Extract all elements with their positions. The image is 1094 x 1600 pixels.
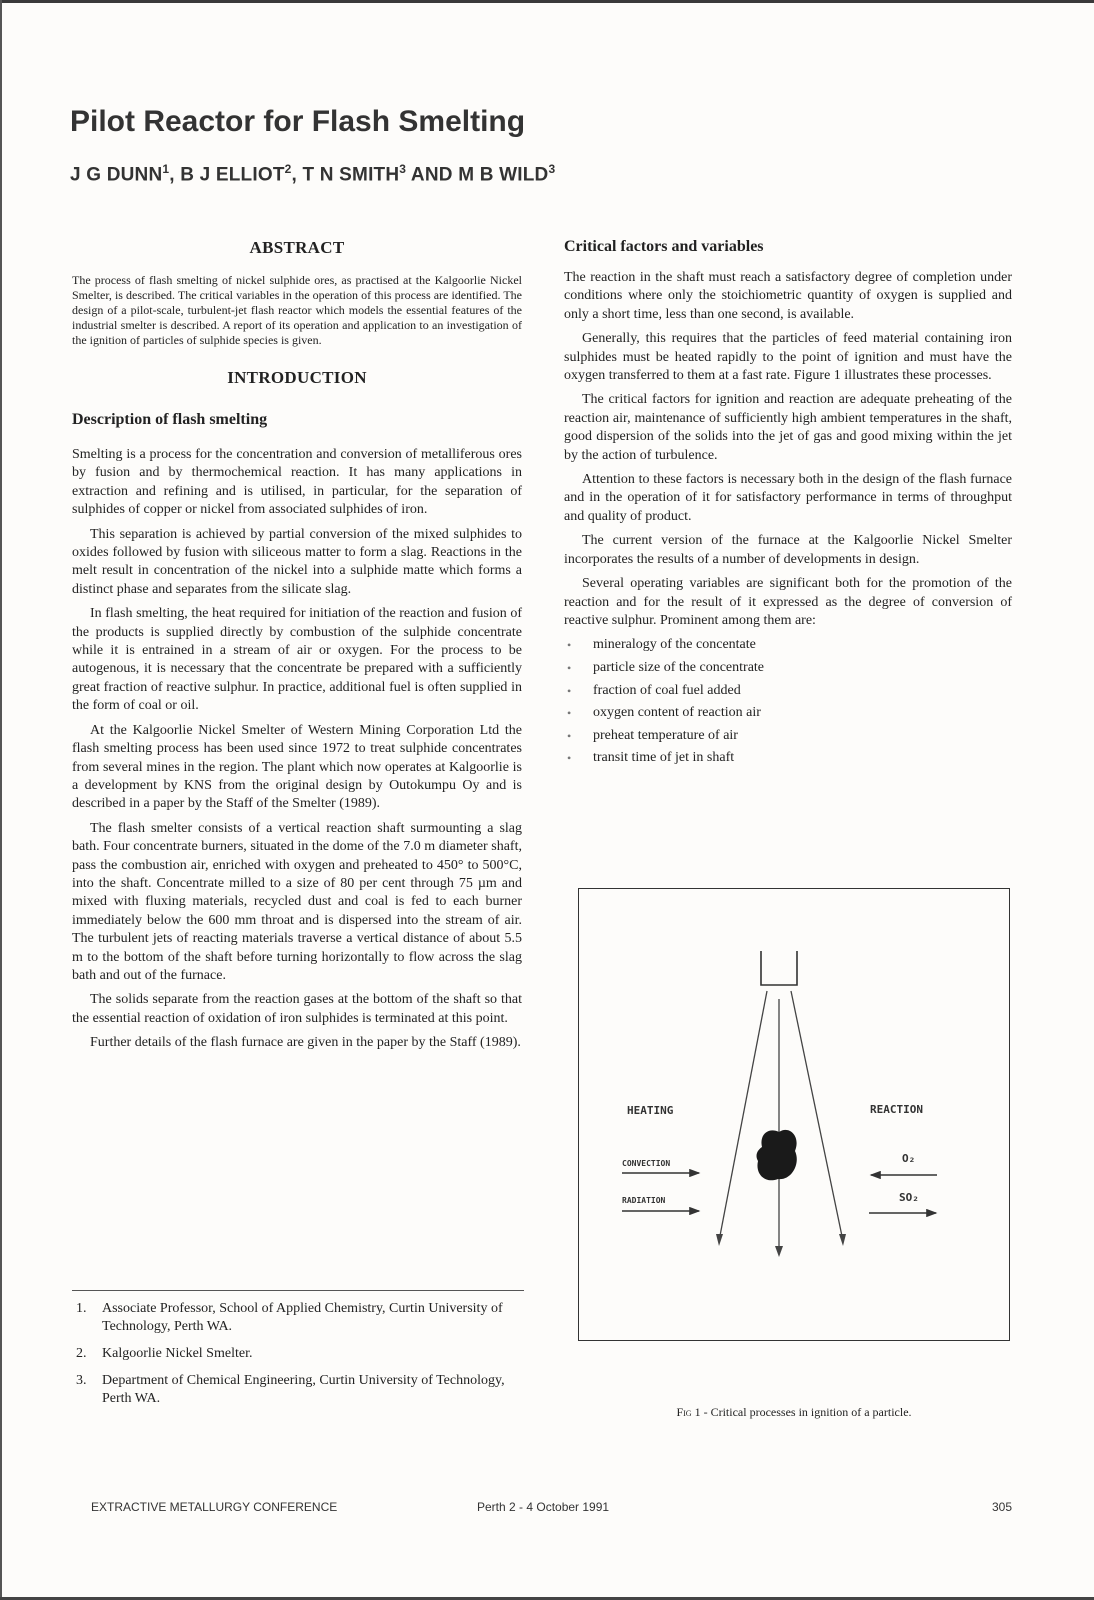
heating-label: HEATING — [627, 1104, 674, 1117]
list-item — [564, 682, 1012, 700]
page-number: 305 — [992, 1500, 1013, 1514]
list-item — [564, 704, 1012, 722]
author-list — [70, 162, 555, 186]
author-separator: , — [291, 164, 303, 186]
list-item-text: oxygen content of reaction air — [593, 705, 761, 721]
bullet-icon: • — [567, 751, 572, 766]
footnote-text: Kalgoorlie Nickel Smelter. — [102, 1346, 253, 1361]
sulphur-dioxide-label: SO₂ — [899, 1191, 919, 1204]
variables-list — [564, 636, 1012, 767]
bullet-icon: • — [567, 706, 572, 721]
figure-1 — [578, 888, 1010, 1341]
bullet-icon: • — [567, 683, 572, 698]
left-column — [72, 238, 522, 1059]
jet-boundary-right — [791, 991, 843, 1241]
convection-label: CONVECTION — [622, 1159, 671, 1168]
body-paragraph: The reaction in the shaft must reach a satisfactory degree of completion under conditions where only the stoichiometric quantity of oxygen is supplied and only a short time, less than one second, is available. — [564, 270, 1012, 322]
body-paragraph: The current version of the furnace at the Kalgoorlie Nickel Smelter incorporates the results of a number of developments in design. — [564, 533, 1012, 567]
footnote-number: 2. — [76, 1346, 87, 1361]
figure-caption — [578, 1405, 1010, 1420]
scan-edge — [0, 0, 2, 1600]
author-name: J G DUNN — [70, 164, 163, 186]
body-paragraph: Several operating variables are significant both for the promotion of the reaction and for the result of it expressed as the degree of conversion of reactive sulphur. Prominent among them are: — [564, 576, 1012, 628]
paper-title: Pilot Reactor for Flash Smelting — [70, 105, 526, 138]
footnote-text: Associate Professor, School of Applied Chemistry, Curtin University of Technology, Perth WA. — [102, 1301, 503, 1334]
footer-date: Perth 2 - 4 October 1991 — [477, 1500, 610, 1514]
section-subheading: Critical factors and variables — [564, 238, 764, 255]
abstract-heading: ABSTRACT — [249, 238, 345, 257]
footnote-number: 1. — [76, 1301, 87, 1316]
author-affiliation-mark: 2 — [284, 162, 292, 176]
footnote — [72, 1300, 522, 1336]
body-paragraph: Further details of the flash furnace are given in the paper by the Staff (1989). — [90, 1035, 521, 1051]
list-item — [564, 749, 1012, 767]
bullet-icon: • — [567, 638, 572, 653]
burner-shape — [761, 951, 797, 985]
author-name: M B WILD — [458, 164, 549, 186]
body-paragraph: The solids separate from the reaction gases at the bottom of the shaft so that the essential reaction of oxidation of iron sulphides is terminated at this point. — [72, 992, 522, 1026]
author-separator: , — [169, 164, 181, 186]
body-paragraph: Attention to these factors is necessary both in the design of the flash furnace and in the operation of it for satisfactory performance in terms of throughput and quality of product. — [564, 472, 1012, 524]
footnote-divider — [72, 1290, 524, 1291]
bullet-icon: • — [567, 660, 572, 675]
author-name: B J ELLIOT — [180, 164, 285, 186]
particle-shape — [757, 1130, 797, 1180]
reaction-label: REACTION — [870, 1103, 923, 1116]
body-paragraph: This separation is achieved by partial conversion of the mixed sulphides to oxides followed by fusion with siliceous matter to form a slag. Reactions in the melt result in concentration of the nickel into a sulphide matte which forms a distinct phase and separates from the silicate slag. — [72, 526, 522, 597]
list-item-text: mineralogy of the concentate — [593, 637, 756, 653]
jet-boundary-left — [719, 991, 767, 1241]
author-affiliation-mark: 3 — [548, 162, 556, 176]
footnote — [72, 1345, 522, 1363]
list-item — [564, 727, 1012, 745]
body-paragraph: The flash smelter consists of a vertical reaction shaft surmounting a slag bath. Four concentrate burners, situated in the dome of the 7.0 m diameter shaft, pass the combustion air, enriched with oxygen and preheated to 450° to 500°C, into the shaft. Concentrate milled to a size of 80 per cent through 75 µm and mixed with fluxing materials, recycled dust and coal is fed to each burner immediately below the 600 mm throat and is dispersed into the stream of air. The turbulent jets of reacting materials traverse a vertical distance of about 5.5 m to the bottom of the shaft before turning horizontally to flow across the slag bath and out of the furnace. — [72, 820, 522, 983]
figure-caption-label: Fig 1 — [676, 1405, 701, 1419]
list-item-text: particle size of the concentrate — [593, 659, 765, 675]
list-item-text: fraction of coal fuel added — [593, 682, 741, 698]
footnotes — [72, 1300, 522, 1417]
list-item-text: preheat temperature of air — [593, 727, 738, 743]
body-paragraph: Generally, this requires that the particles of feed material containing iron sulphides must be heated rapidly to the point of ignition and must have the oxygen transferred to them at a fast rate. Figure 1 illustrates these processes. — [564, 331, 1012, 384]
author-name: T N SMITH — [302, 164, 400, 186]
author-separator: AND — [406, 164, 459, 186]
arrowhead-icon — [716, 1234, 723, 1246]
body-paragraph: At the Kalgoorlie Nickel Smelter of Western Mining Corporation Ltd the flash smelting process has been used since 1972 to treat sulphide concentrates from several mines in the region. The plant which now operates at Kalgoorlie is a development by KNS from the original design by Outokumpu Oy and is described in a paper by the Staff of the Smelter (1989). — [72, 722, 522, 812]
oxygen-label: O₂ — [902, 1152, 916, 1165]
particle-ignition-diagram — [579, 889, 1008, 1339]
arrowhead-icon — [775, 1246, 783, 1257]
body-paragraph: Smelting is a process for the concentration and conversion of metalliferous ores by fusion and by thermochemical reaction. It has many applications in extraction and refining and is utilised, in particular, for the separation of sulphides of copper or nickel from associated sulphides of iron. — [72, 447, 522, 518]
author-affiliation-mark: 3 — [399, 162, 407, 176]
abstract-text: The process of flash smelting of nickel sulphide ores, as practised at the Kalgoorlie Nickel Smelter, is described. The critical variables in the operation of this process are identified. The design of a pilot-scale, turbulent-jet flash reactor which models the essential features of the industrial smelter is described. A report of its operation and application to an investigation of the ignition of particles of sulphide species is given. — [72, 273, 522, 347]
figure-caption-text: - Critical processes in ignition of a particle. — [700, 1405, 912, 1419]
right-column — [564, 238, 1012, 772]
author-affiliation-mark: 1 — [162, 162, 170, 176]
footnote — [72, 1372, 522, 1408]
introduction-heading: INTRODUCTION — [227, 368, 367, 387]
body-paragraph: The critical factors for ignition and reaction are adequate preheating of the reaction air, maintenance of sufficiently high ambient temperatures in the shaft, good dispersion of the solids into the jet of gas and good mixing within the jet by the action of turbulence. — [564, 392, 1012, 463]
footnote-text: Department of Chemical Engineering, Curtin University of Technology, Perth WA. — [102, 1373, 505, 1406]
footnote-number: 3. — [76, 1373, 87, 1388]
scan-edge — [0, 0, 1094, 3]
list-item-text: transit time of jet in shaft — [593, 750, 735, 766]
footer-conference: EXTRACTIVE METALLURGY CONFERENCE — [91, 1500, 338, 1514]
list-item — [564, 659, 1012, 677]
radiation-label: RADIATION — [622, 1196, 666, 1205]
arrowhead-icon — [839, 1234, 846, 1246]
body-paragraph: In flash smelting, the heat required for initiation of the reaction and fusion of the products is supplied directly by combustion of the sulphide concentrate while it is entrained in a stream of air or oxygen. For the process to be autogenous, it is necessary that the concentrate be prepared with a sufficiently great fraction of reactive sulphur. In practice, additional fuel is often supplied in the form of coal or oil. — [72, 606, 522, 714]
bullet-icon: • — [567, 728, 572, 743]
section-subheading: Description of flash smelting — [72, 411, 268, 428]
list-item — [564, 636, 1012, 654]
